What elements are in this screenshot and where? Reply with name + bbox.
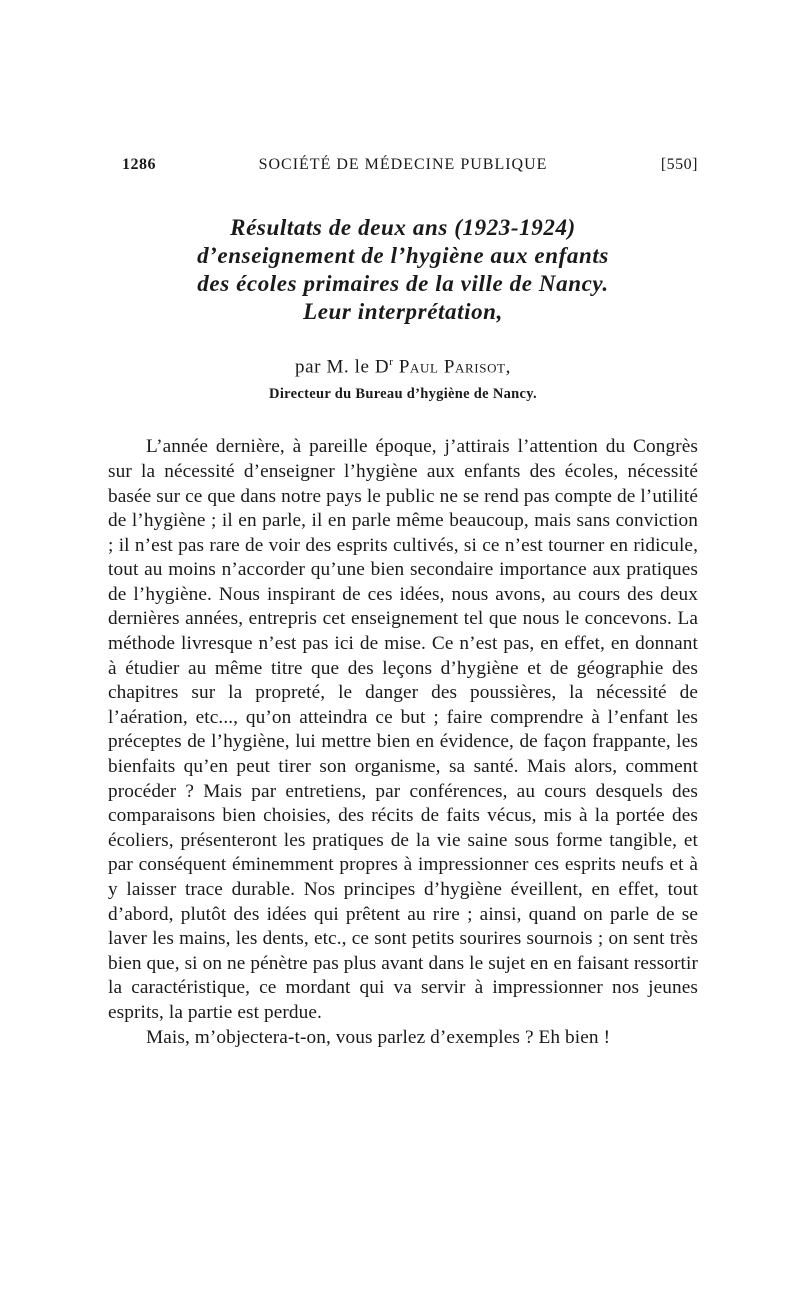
page-number-right: [550]: [660, 156, 698, 173]
running-head: [108, 150, 698, 174]
byline-prefix: par M. le D: [295, 356, 390, 378]
byline-sup: r: [389, 356, 394, 368]
article-title: [108, 214, 698, 326]
body-text: [108, 435, 698, 1050]
title-line-4: Leur interprétation,: [303, 299, 503, 324]
author-affiliation: Directeur du Bureau d’hygiène de Nancy.: [269, 386, 537, 403]
running-title: SOCIÉTÉ DE MÉDECINE PUBLIQUE: [258, 156, 548, 173]
page-number-left: 1286: [122, 156, 156, 173]
paragraph-1: L’année dernière, à pareille époque, j’attirais l’attention du Congrès sur la nécessité d’enseigner l’hygiène aux enfants des écoles, nécessité basée sur ce que dans notre pays le public ne se rend pas compte de l’utilité de l’hygiène ; il en parle, il en parle même beaucoup, mais sans conviction ; il n’est pas rare de voir des esprits cultivés, si ce n’est tourner en ridicule, tout au moins n’accorder qu’une bien secondaire importance aux pratiques de l’hygiène. Nous inspirant de ces idées, nous avons, au cours des deux dernières années, entrepris cet enseignement tel que nous le concevons. La méthode livresque n’est pas ici de mise. Ce n’est pas, en effet, en donnant à étudier au même titre que des leçons d’hygiène et de géographie des chapitres sur la propreté, le danger des poussières, la nécessité de l’aération, etc..., qu’on atteindra ce but ; faire comprendre à l’enfant les préceptes de l’hygiène, lui mettre bien en évidence, de façon frappante, les bienfaits qu’en peut tirer son organisme, sa santé. Mais alors, comment procéder ? Mais par entretiens, par conférences, au cours desquels des comparaisons bien choisies, des récits de faits vécus, mis à la portée des écoliers, présenteront les pratiques de la vie saine sous forme tangible, et par conséquent éminemment propres à impressionner ces esprits neufs et à y laisser trace durable. Nos principes d’hygiène éveillent, en effet, tout d’abord, plutôt des idées qui prêtent au rire ; ainsi, quand on parle de se laver les mains, les dents, etc., ce sont petits sourires sournois ; on sent très bien que, si on ne pénètre pas plus avant dans le sujet en en faisant ressortir la caractéristique, ce mordant qui va servir à impressionner nos jeunes esprits, la partie est perdue.: [108, 436, 698, 1023]
page: [108, 150, 698, 1050]
author-name: Paul Parisot,: [398, 356, 511, 378]
title-line-1: Résultats de deux ans (1923-1924): [230, 215, 576, 240]
title-line-2: d’enseignement de l’hygiène aux enfants: [197, 243, 609, 268]
title-line-3: des écoles primaires de la ville de Nancy.: [197, 271, 609, 296]
byline: [108, 356, 698, 378]
paragraph-2: Mais, m’objectera-t-on, vous parlez d’exemples ? Eh bien !: [146, 1026, 611, 1048]
